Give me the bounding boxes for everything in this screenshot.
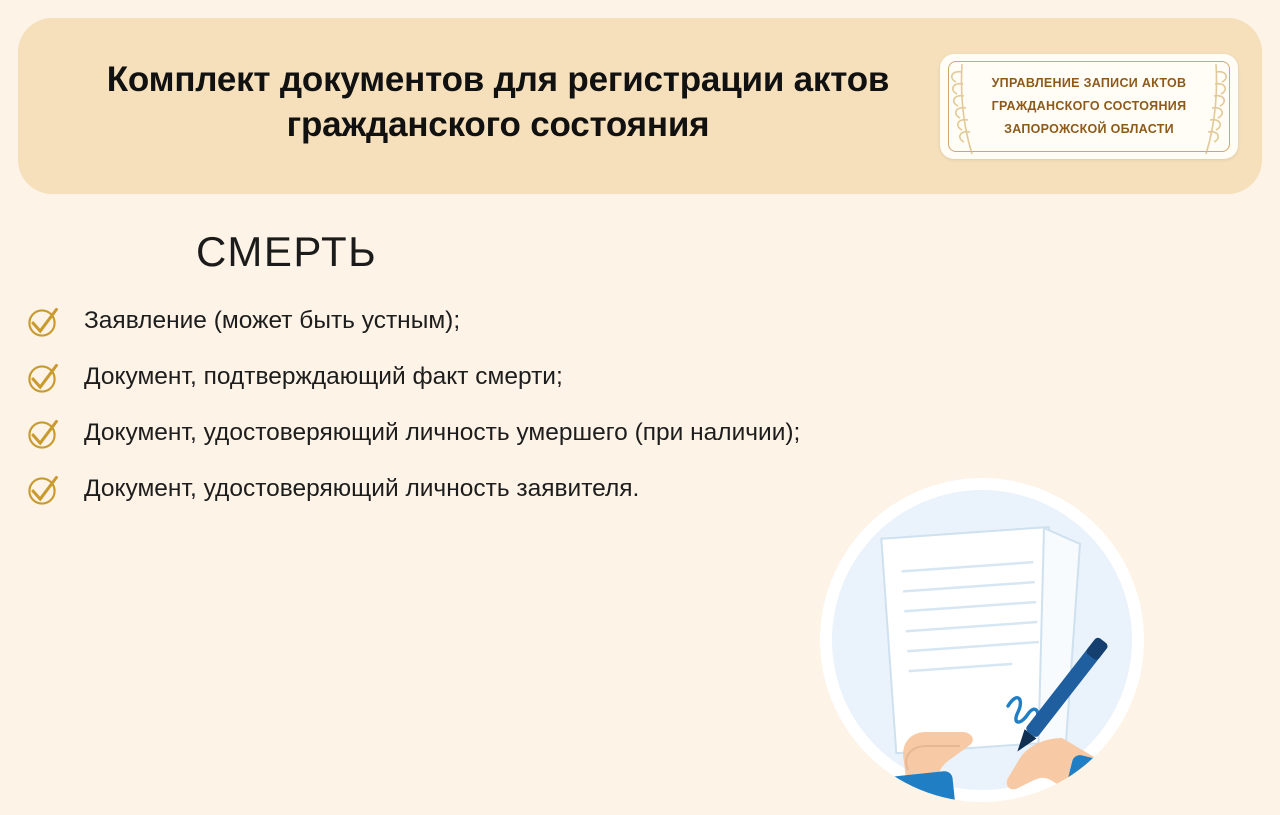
list-item <box>24 415 1064 471</box>
check-mark-icon <box>24 361 62 402</box>
organization-logo-plate <box>940 54 1238 159</box>
hands-signing-document-illustration <box>812 470 1152 810</box>
logo-line-3: ЗАПОРОЖСКОЙ ОБЛАСТИ <box>1004 122 1174 137</box>
section-heading: СМЕРТЬ <box>196 228 378 275</box>
logo-line-2: ГРАЖДАНСКОГО СОСТОЯНИЯ <box>991 99 1187 114</box>
list-item-label: Документ, удостоверяющий личность умершего (при наличии); <box>84 419 801 446</box>
list-item <box>24 359 1064 415</box>
logo-line-1: УПРАВЛЕНИЕ ЗАПИСИ АКТОВ <box>991 76 1187 90</box>
list-item-label: Документ, подтверждающий факт смерти; <box>84 363 563 390</box>
list-item-label: Заявление (может быть устным); <box>84 307 461 334</box>
header-banner <box>18 18 1262 194</box>
check-mark-icon <box>24 305 62 346</box>
list-item-label: Документ, удостоверяющий личность заявителя. <box>84 475 640 502</box>
logo-text-block <box>940 72 1238 141</box>
page-title: Комплект документов для регистрации актов гражданского состояния <box>106 60 890 144</box>
list-item <box>24 303 1064 359</box>
check-mark-icon <box>24 473 62 514</box>
check-mark-icon <box>24 417 62 458</box>
